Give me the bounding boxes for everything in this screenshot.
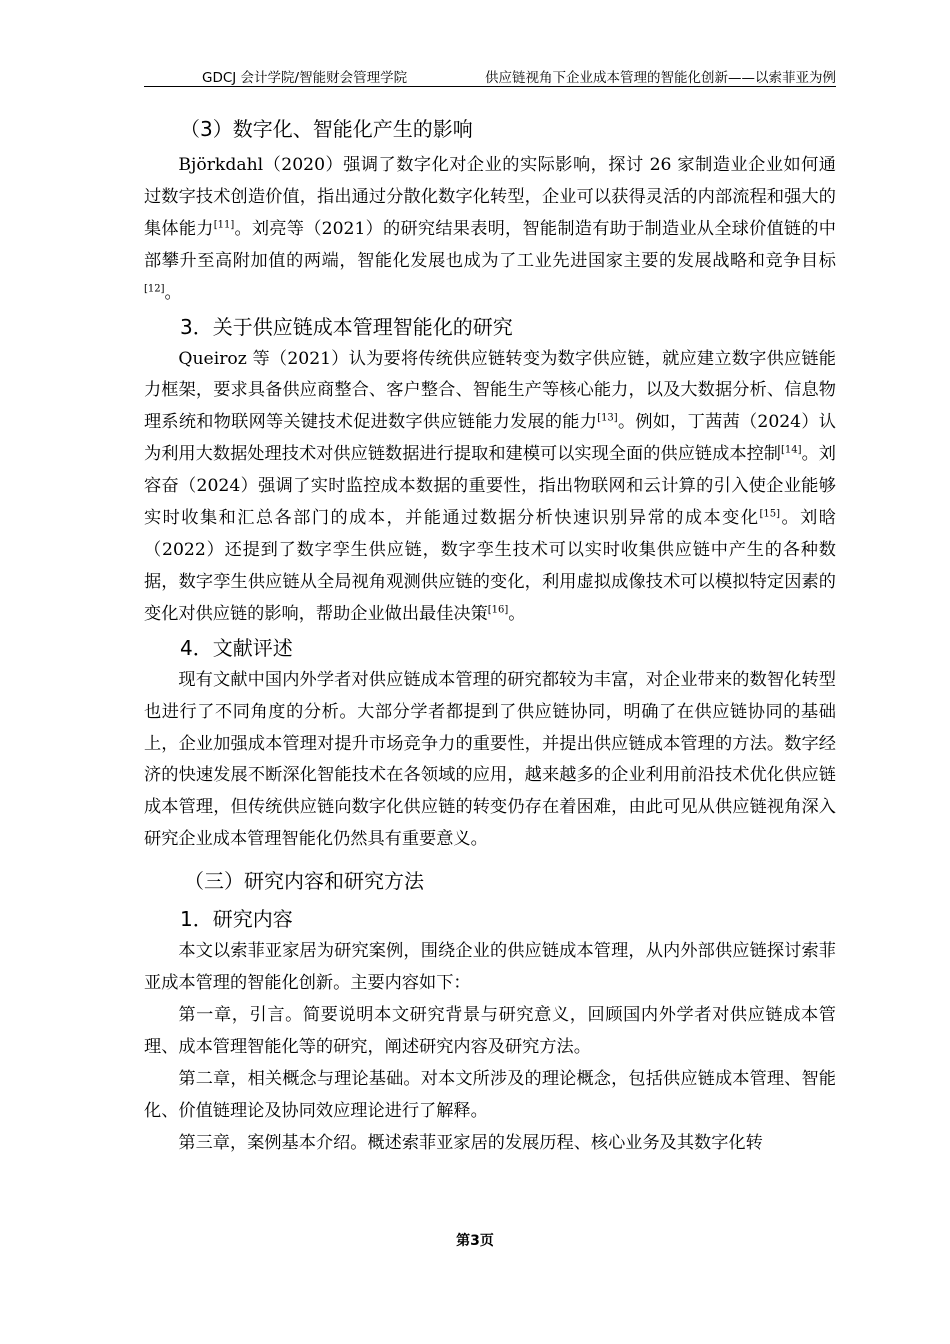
text-run: 。刘亮等（2021）的研究结果表明，智能制造有助于制造业从全球价值链的中部攀升至高附加值的两端，智能化发展也成为了工业先进国家主要的发展战略和竞争目标 bbox=[144, 218, 836, 271]
heading-supply-chain-intelligence: 3．关于供应链成本管理智能化的研究 bbox=[180, 314, 513, 339]
paragraph-chapter-2: 第二章，相关概念与理论基础。对本文所涉及的理论概念，包括供应链成本管理、智能化、价值链理论及协同效应理论进行了解释。 bbox=[144, 1068, 836, 1121]
citation: [13] bbox=[597, 412, 618, 424]
heading-research-content: 1．研究内容 bbox=[180, 907, 293, 932]
header-institution: GDCJ 会计学院/智能财会管理学院 bbox=[202, 70, 408, 86]
heading-research-content-methods: （三）研究内容和研究方法 bbox=[184, 869, 424, 894]
text-run: Björkdahl（2020）强调了数字化对企业的实际影响，探讨 26 家制造业企业如何通过数字技术创造价值，指出通过分散化数字化转型，企业可以获得灵活的内部流程和强大的集体能力 bbox=[144, 155, 836, 239]
text-run: Queiroz 等（2021）认为要将传统供应链转变为数字供应链，就应建立数字供应链能力框架，要求具备供应商整合、客户整合、智能生产等核心能力，以及大数据分析、信息物理系统和物联网等关键技术促进数字供应链能力发展的能力 bbox=[144, 348, 836, 433]
citation: [14] bbox=[781, 444, 802, 456]
paragraph-chapter-3: 第三章，案例基本介绍。概述索菲亚家居的发展历程、核心业务及其数字化转 bbox=[178, 1132, 763, 1153]
paragraph-literature-review: 现有文献中国内外学者对供应链成本管理的研究都较为丰富，对企业带来的数智化转型也进行了不同角度的分析。大部分学者都提到了供应链协同，明确了在供应链协同的基础上，企业加强成本管理对提升市场竞争力的重要性，并提出供应链成本管理的方法。数字经济的快速发展不断深化智能技术在各领域的应用，越来越多的企业利用前沿技术优化供应链成本管理，但传统供应链向数字化供应链的转变仍存在着困难，由此可见从供应链视角深入研究企业成本管理智能化仍然具有重要意义。 bbox=[144, 669, 836, 850]
text-run: 。刘晗（2022）还提到了数字孪生供应链，数字孪生技术可以实时收集供应链中产生的各种数据，数字孪生供应链从全局视角观测供应链的变化，利用虚拟成像技术可以模拟特定因素的变化对供应链的影响，帮助企业做出最佳决策 bbox=[144, 508, 836, 624]
page-body bbox=[144, 112, 836, 1159]
citation: [11] bbox=[213, 219, 235, 231]
paragraph-research-intro: 本文以索菲亚家居为研究案例，围绕企业的供应链成本管理，从内外部供应链探讨索菲亚成本管理的智能化创新。主要内容如下： bbox=[144, 941, 836, 994]
header-thesis-title: 供应链视角下企业成本管理的智能化创新——以索菲亚为例 bbox=[485, 70, 836, 86]
citation: [16] bbox=[487, 604, 509, 616]
text-run: 。例如，丁茜茜（2024）认为利用大数据处理技术对供应链数据进行提取和建模可以实现全面的供应链成本控制 bbox=[144, 412, 836, 465]
header-divider bbox=[144, 86, 836, 87]
text-run: 。 bbox=[164, 282, 182, 303]
page-number: 第3页 bbox=[456, 1233, 494, 1249]
citation: [12] bbox=[144, 282, 165, 294]
text-run: 。刘容奋（2024）强调了实时监控成本数据的重要性，指出物联网和云计算的引入使企业能够实时收集和汇总各部门的成本，并能通过数据分析快速识别异常的成本变化 bbox=[144, 444, 836, 529]
heading-digital-impact: （3）数字化、智能化产生的影响 bbox=[180, 117, 473, 141]
heading-literature-review: 4．文献评述 bbox=[180, 635, 293, 660]
paragraph-chapter-1: 第一章，引言。简要说明本文研究背景与研究意义，回顾国内外学者对供应链成本管理、成本管理智能化等的研究，阐述研究内容及研究方法。 bbox=[144, 1004, 836, 1057]
text-run: 。 bbox=[508, 603, 526, 624]
citation: [15] bbox=[759, 508, 781, 520]
paragraph-supply-chain-intelligence bbox=[144, 344, 836, 631]
page-header bbox=[144, 66, 836, 86]
paragraph-digital-impact bbox=[144, 150, 836, 310]
